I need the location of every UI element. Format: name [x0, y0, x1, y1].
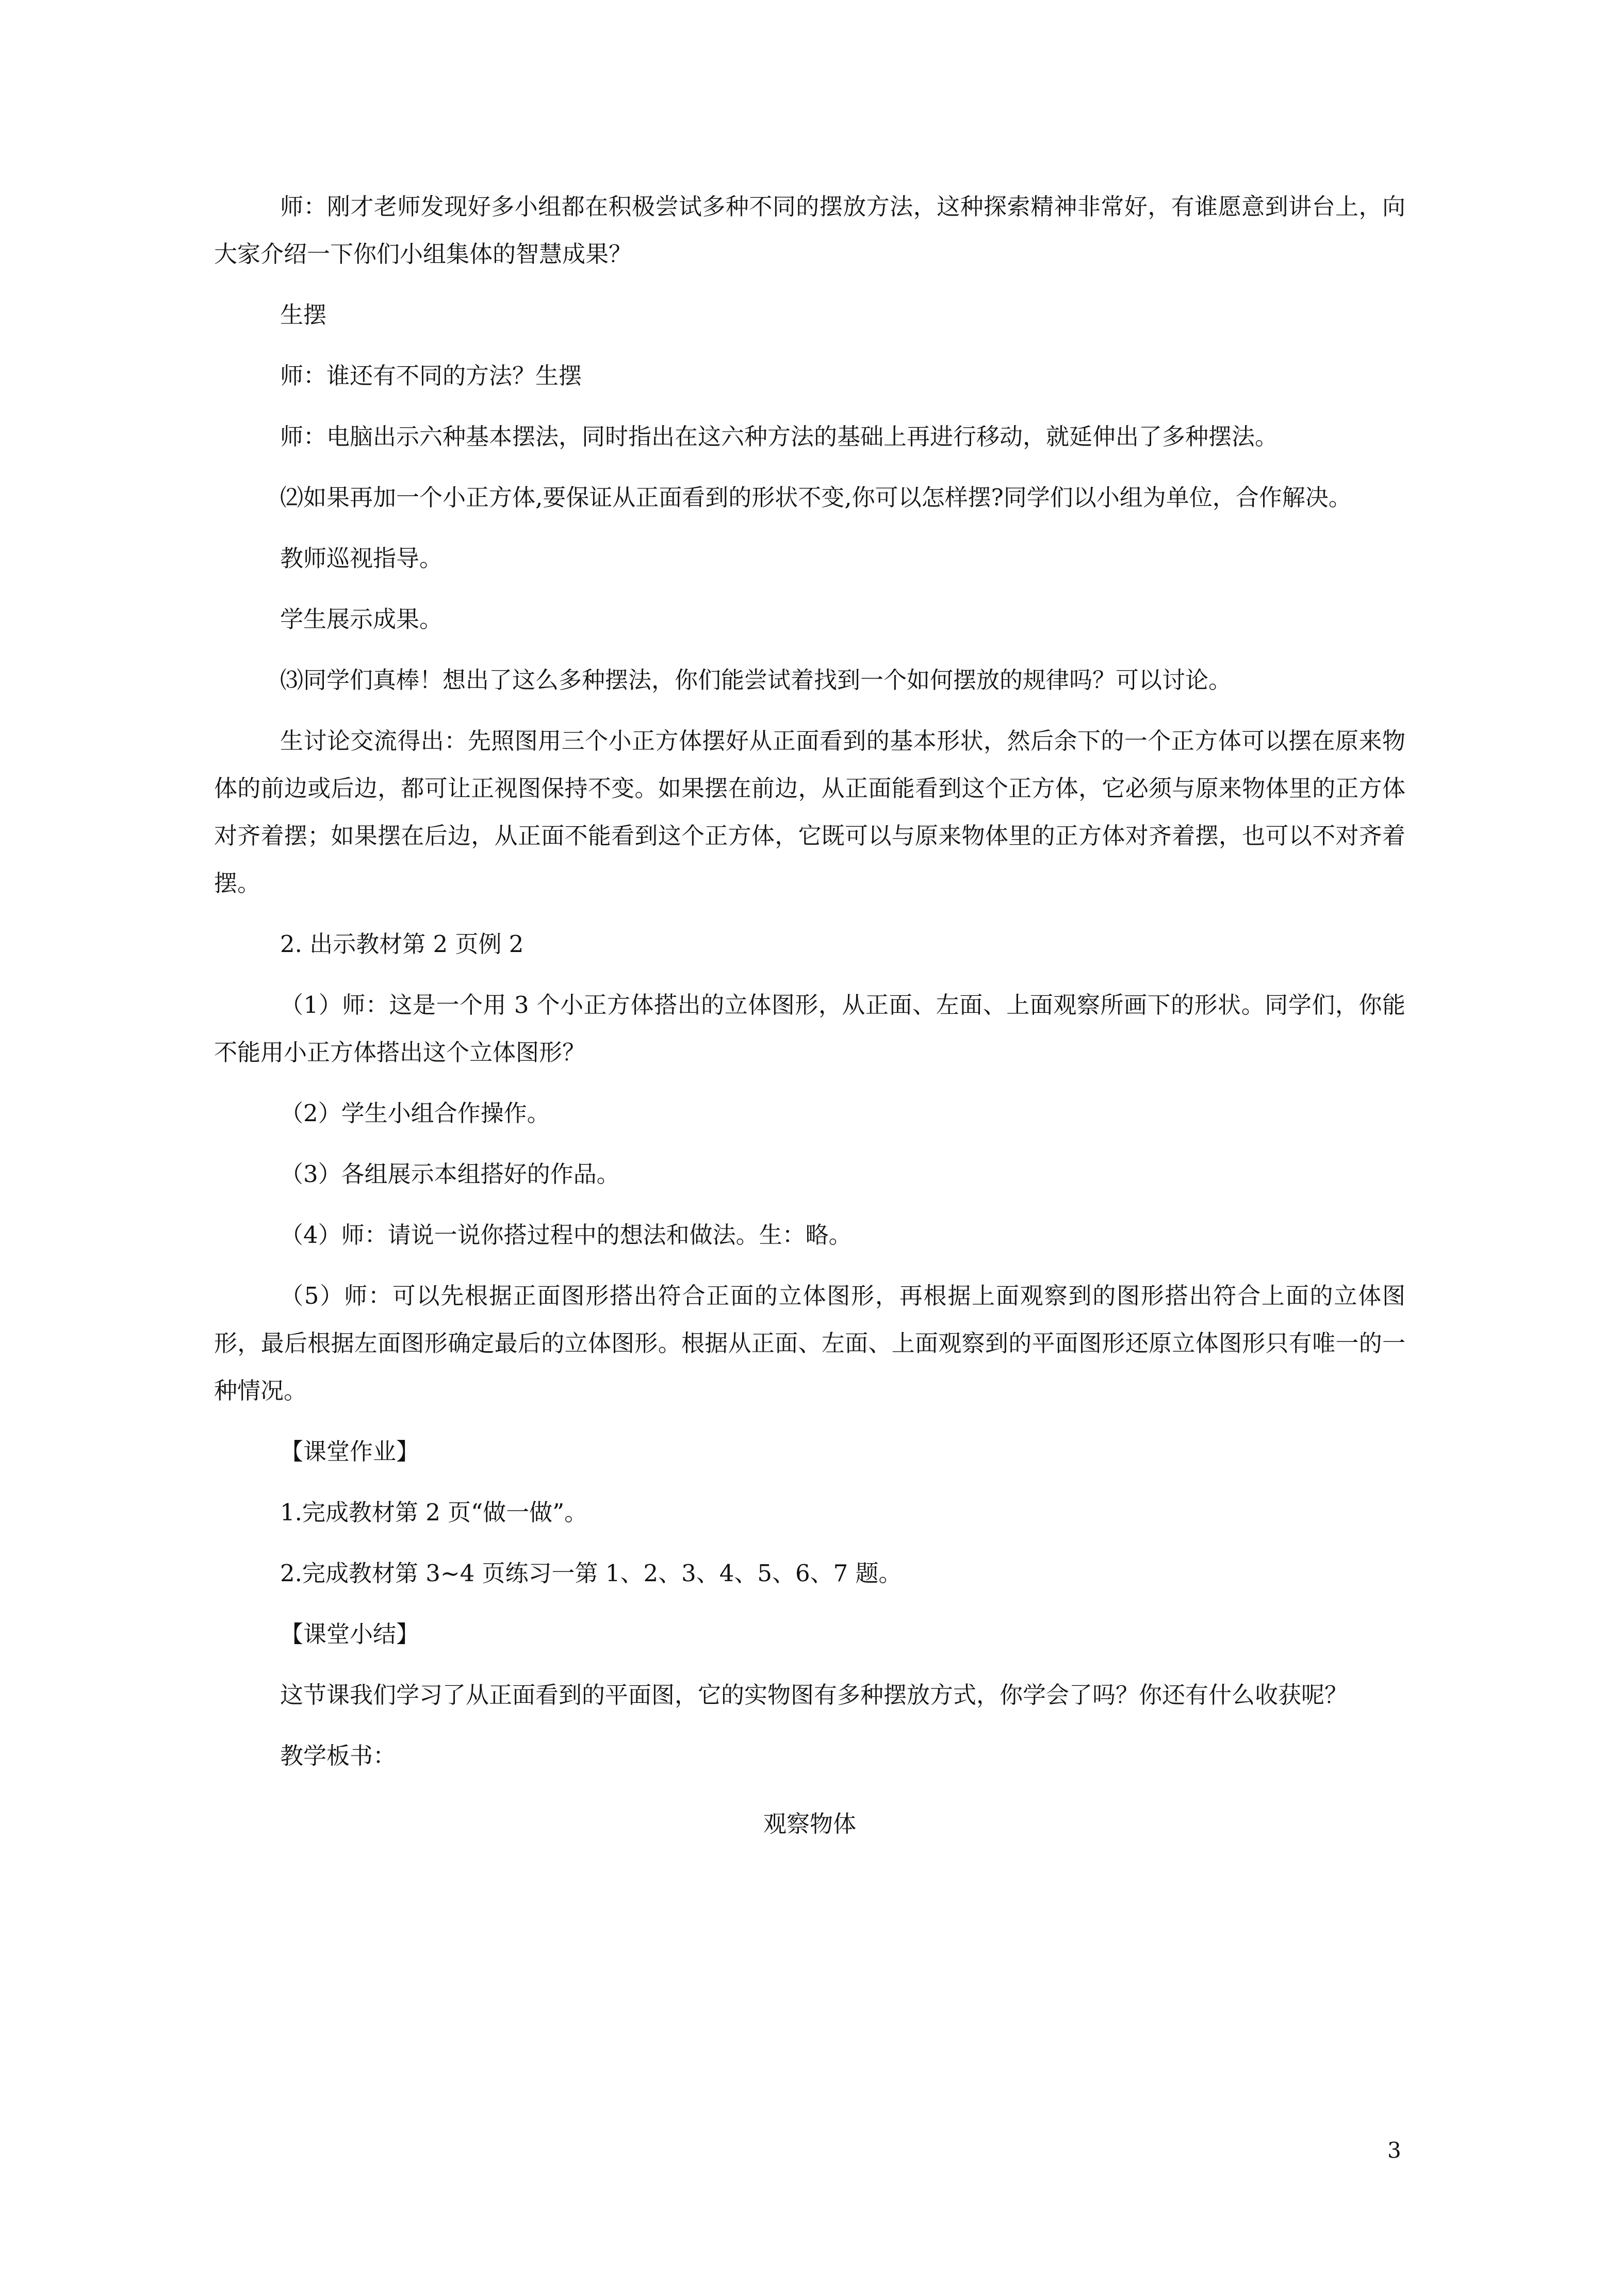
- paragraph: 教师巡视指导。: [280, 545, 443, 572]
- paragraph: （4）师：请说一说你搭过程中的想法和做法。生：略。: [280, 1221, 852, 1249]
- paragraph: 这节课我们学习了从正面看到的平面图，它的实物图有多种摆放方式，你学会了吗？你还有什么收获呢？: [280, 1681, 1348, 1709]
- paragraph: 师：电脑出示六种基本摆法，同时指出在这六种方法的基础上再进行移动，就延伸出了多种摆法。: [280, 423, 1279, 450]
- paragraph: 学生展示成果。: [280, 605, 443, 633]
- paragraph: 2.完成教材第 3~4 页练习一第 1、2、3、4、5、6、7 题。: [280, 1560, 902, 1587]
- paragraph: 教学板书：: [280, 1742, 397, 1769]
- paragraph: 2. 出示教材第 2 页例 2: [280, 930, 524, 958]
- document-body: [214, 183, 1405, 1848]
- page-number: 3: [1387, 2138, 1401, 2163]
- paragraph: 生讨论交流得出：先照图用三个小正方体摆好从正面看到的基本形状，然后余下的一个正方体可以摆在原来物体的前边或后边，都可让正视图保持不变。如果摆在前边，从正面能看到这个正方体，它必须与原来物体里的正方体对齐着摆；如果摆在后边，从正面不能看到这个正方体，它既可以与原来物体里的正方体对齐着摆，也可以不对齐着摆。: [214, 727, 1405, 897]
- paragraph: （3）各组展示本组搭好的作品。: [280, 1160, 620, 1188]
- paragraph: （2）学生小组合作操作。: [280, 1100, 550, 1127]
- board-title: 观察物体: [763, 1810, 856, 1838]
- paragraph: ⑶同学们真棒！想出了这么多种摆法，你们能尝试着找到一个如何摆放的规律吗？可以讨论。: [280, 666, 1232, 694]
- section-heading: 【课堂作业】: [280, 1438, 420, 1465]
- paragraph: （1）师：这是一个用 3 个小正方体搭出的立体图形，从正面、左面、上面观察所画下的形状。同学们，你能不能用小正方体搭出这个立体图形？: [214, 991, 1405, 1066]
- paragraph: ⑵如果再加一个小正方体,要保证从正面看到的形状不变,你可以怎样摆?同学们以小组为单位，合作解决。: [280, 484, 1352, 511]
- paragraph: 1.完成教材第 2 页“做一做”。: [280, 1499, 588, 1526]
- paragraph: （5）师：可以先根据正面图形搭出符合正面的立体图形，再根据上面观察到的图形搭出符合上面的立体图形，最后根据左面图形确定最后的立体图形。根据从正面、左面、上面观察到的平面图形还原立体图形只有唯一的一种情况。: [214, 1282, 1405, 1404]
- paragraph: 师：刚才老师发现好多小组都在积极尝试多种不同的摆放方法，这种探索精神非常好，有谁愿意到讲台上，向大家介绍一下你们小组集体的智慧成果？: [214, 193, 1405, 268]
- paragraph: 生摆: [280, 301, 327, 329]
- section-heading: 【课堂小结】: [280, 1620, 420, 1648]
- paragraph: 师：谁还有不同的方法？生摆: [280, 362, 582, 389]
